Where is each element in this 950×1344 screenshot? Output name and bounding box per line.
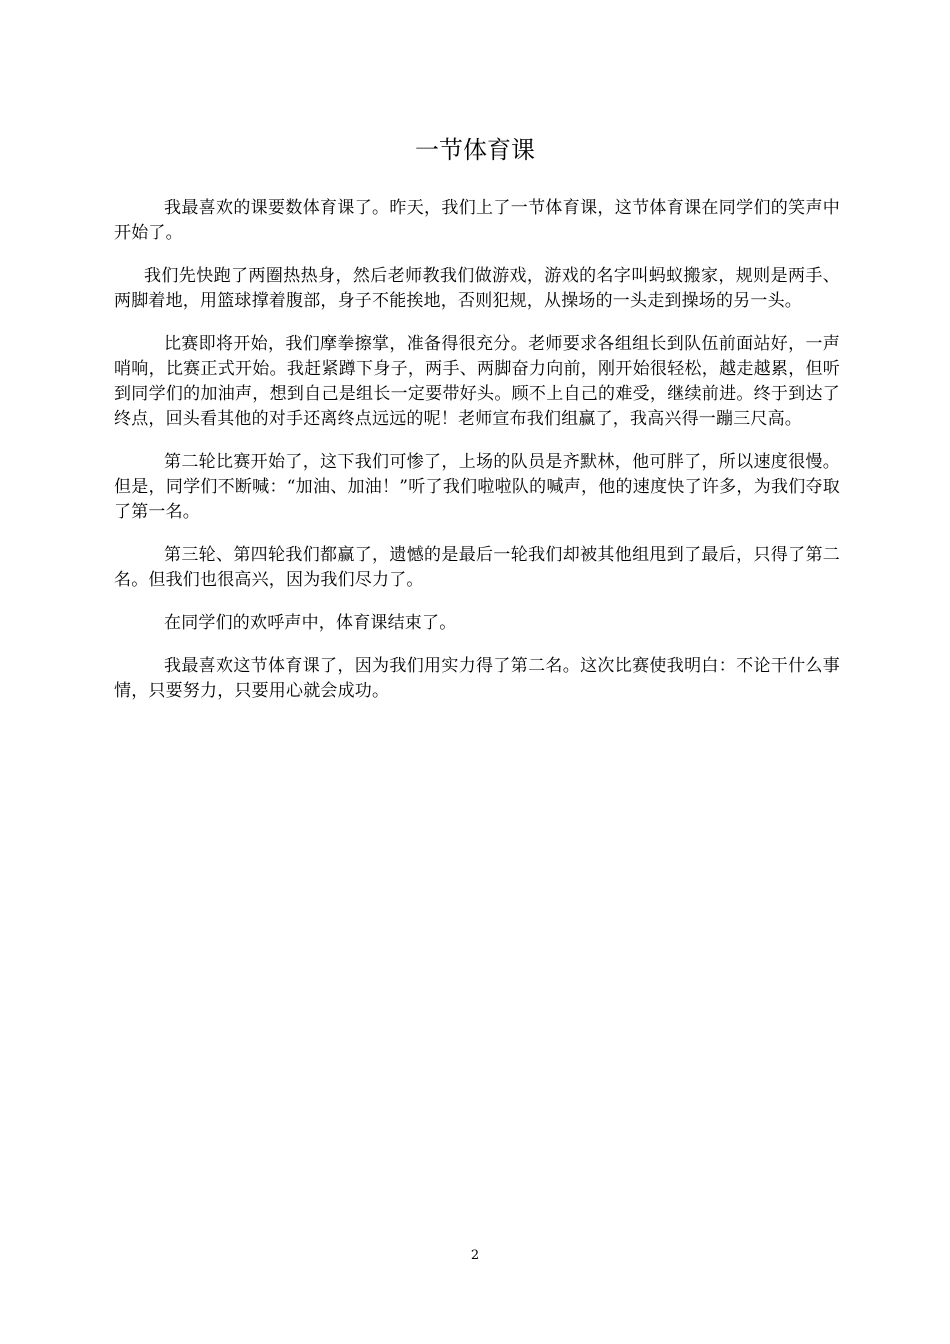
paragraph-6: 在同学们的欢呼声中，体育课结束了。	[164, 613, 457, 633]
paragraph-1: 我最喜欢的课要数体育课了。昨天，我们上了一节体育课，这节体育课在同学们的笑声中开始了。	[114, 198, 840, 243]
paragraph-7: 我最喜欢这节体育课了，因为我们用实力得了第二名。这次比赛使我明白：不论干什么事情，只要努力，只要用心就会成功。	[114, 656, 840, 701]
paragraph-4: 第二轮比赛开始了，这下我们可惨了，上场的队员是齐默林，他可胖了，所以速度很慢。但是，同学们不断喊：“加油、加油！”听了我们啦啦队的喊声，他的速度快了许多，为我们夺取了第一名。	[114, 452, 840, 522]
paragraph-5: 第三轮、第四轮我们都赢了，遗憾的是最后一轮我们却被其他组甩到了最后，只得了第二名。但我们也很高兴，因为我们尽力了。	[114, 545, 840, 590]
paragraph-3: 比赛即将开始，我们摩拳擦掌，准备得很充分。老师要求各组组长到队伍前面站好，一声哨响，比赛正式开始。我赶紧蹲下身子，两手、两脚奋力向前，刚开始很轻松，越走越累，但听到同学们的加油声，想到自己是组长一定要带好头。顾不上自己的难受，继续前进。终于到达了终点，回头看其他的对手还离终点远远的呢！老师宣布我们组赢了，我高兴得一蹦三尺高。	[114, 334, 840, 429]
paragraph-2: 我们先快跑了两圈热热身，然后老师教我们做游戏，游戏的名字叫蚂蚁搬家，规则是两手、两脚着地，用篮球撑着腹部，身子不能挨地，否则犯规，从操场的一头走到操场的另一头。	[114, 266, 840, 311]
document-body	[114, 196, 840, 722]
document-title: 一节体育课	[415, 136, 535, 164]
page-number: 2	[470, 1248, 480, 1263]
